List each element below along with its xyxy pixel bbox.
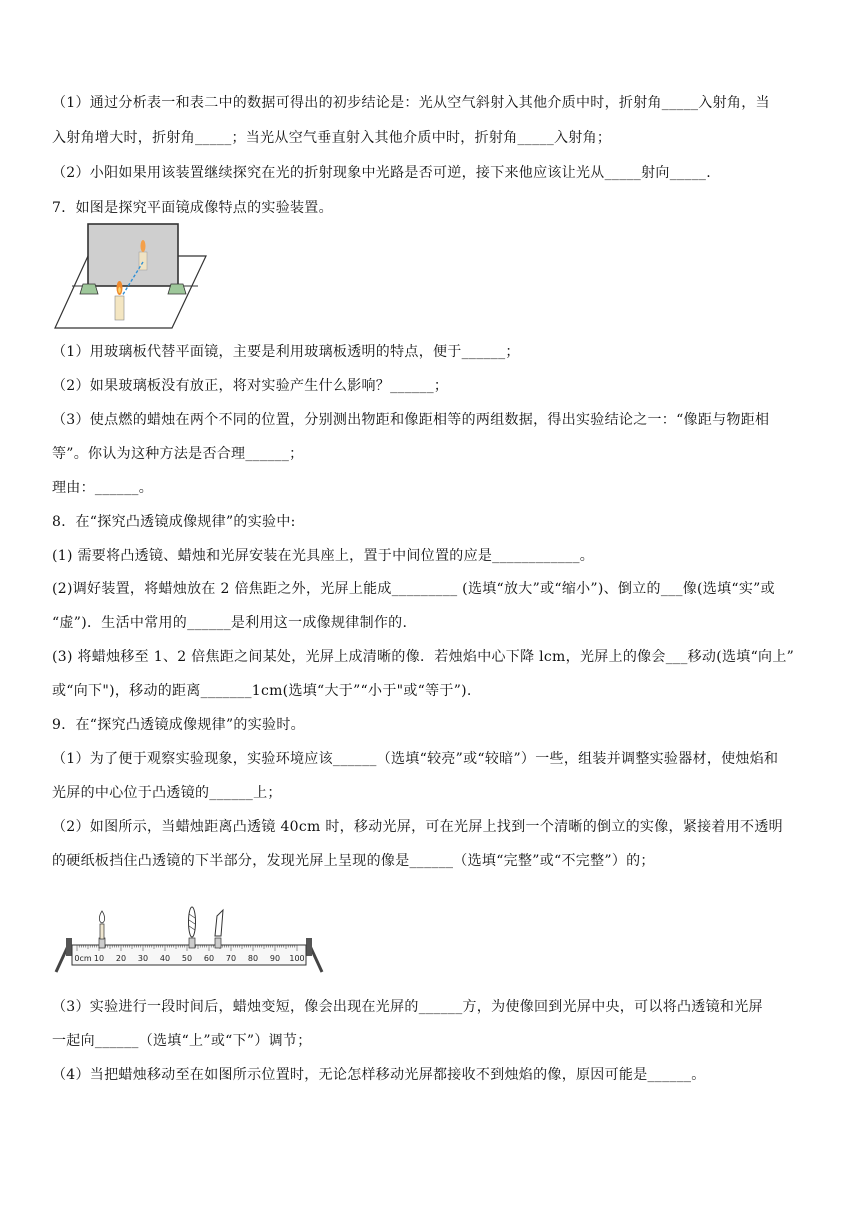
q7-title: 7．如图是探究平面镜成像特点的实验装置。 bbox=[52, 200, 333, 216]
q7-part3-line1: （3）使点燃的蜡烛在两个不同的位置，分别测出物距和像距相等的两组数据，得出实验结论之一：“像距与物距相 bbox=[52, 412, 770, 428]
q9-part3-line2: 一起向______（选填“上”或“下”）调节； bbox=[52, 1033, 312, 1049]
bench-label: 30 bbox=[137, 954, 149, 963]
q8-part3-line2: 或“向下")，移动的距离_______1cm(选填“大于”“小于"或“等于”). bbox=[52, 683, 472, 699]
q7-part3-line2: 等”。你认为这种方法是否合理______； bbox=[52, 446, 304, 462]
lens-holder bbox=[189, 938, 195, 948]
light-screen bbox=[215, 910, 223, 936]
q6-part2: （2）小阳如果用该装置继续探究在光的折射现象中光路是否可逆，接下来他应该让光从_____射向_____. bbox=[52, 165, 711, 181]
q9-part2-line1: （2）如图所示，当蜡烛距离凸透镜 40cm 时，移动光屏，可在光屏上找到一个清晰的倒立的实像，紧接着用不透明 bbox=[52, 819, 783, 835]
q9-part1-line1: （1）为了便于观察实验现象，实验环境应该______（选填“较亮”或“较暗”）一些，组装并调整实验器材，使烛焰和 bbox=[52, 751, 779, 767]
q7-part1: （1）用玻璃板代替平面镜，主要是利用玻璃板透明的特点，便于______； bbox=[52, 344, 520, 360]
q9-part2-line2: 的硬纸板挡住凸透镜的下半部分，发现光屏上呈现的像是______（选填“完整”或“不完整”）的； bbox=[52, 853, 655, 869]
bench-label: 10 bbox=[93, 954, 105, 963]
bench-label: 80 bbox=[247, 954, 259, 963]
optical-bench-figure bbox=[52, 900, 326, 978]
q8-part3-line1: (3) 将蜡烛移至 1、2 倍焦距之间某处，光屏上成清晰的像．若烛焰中心下降 lcm，光屏上的像会___移动(选填“向上” bbox=[52, 649, 795, 665]
q9-part1-line2: 光屏的中心位于凸透镜的______上； bbox=[52, 785, 282, 801]
candle-flame bbox=[99, 911, 104, 923]
candle-flame-core bbox=[118, 287, 121, 293]
plane-mirror-apparatus-figure bbox=[52, 222, 212, 330]
q7-part2: （2）如果玻璃板没有放正，将对实验产生什么影响？______； bbox=[52, 378, 449, 394]
q8-part2-line2: “虚”)．生活中常用的______是利用这一成像规律制作的. bbox=[52, 615, 408, 631]
q6-part1-line2: 入射角增大时，折射角_____；当光从空气垂直射入其他介质中时，折射角_____入射角； bbox=[52, 130, 612, 146]
bench-label: 70 bbox=[225, 954, 237, 963]
glass-support-right bbox=[168, 284, 186, 294]
q8-title: 8．在“探究凸透镜成像规律”的实验中: bbox=[52, 514, 296, 530]
screen-holder bbox=[215, 938, 221, 948]
bench-end-left bbox=[66, 938, 72, 956]
q9-title: 9．在“探究凸透镜成像规律”的实验时。 bbox=[52, 717, 305, 733]
q8-part2-line1: (2)调好装置，将蜡烛放在 2 倍焦距之外，光屏上能成_________ (选填“放大”或“缩小”)、倒立的___像(选填“实”或 bbox=[52, 581, 775, 597]
bench-label: 50 bbox=[181, 954, 193, 963]
image-candle-flame bbox=[141, 240, 146, 252]
q9-part3-line1: （3）实验进行一段时间后，蜡烛变短，像会出现在光屏的______方，为使像回到光屏中央，可以将凸透镜和光屏 bbox=[52, 999, 763, 1015]
bench-label: 60 bbox=[203, 954, 215, 963]
q6-part1-line1: （1）通过分析表一和表二中的数据可得出的初步结论是：光从空气斜射入其他介质中时，折射角_____入射角，当 bbox=[52, 95, 770, 111]
bench-label: 0cm bbox=[74, 954, 92, 963]
candle-holder bbox=[99, 938, 105, 948]
q7-reason: 理由：______。 bbox=[52, 480, 153, 496]
q8-part1: (1) 需要将凸透镜、蜡烛和光屏安装在光具座上，置于中间位置的应是____________。 bbox=[52, 548, 595, 564]
glass-support-left bbox=[80, 284, 98, 294]
bench-label: 40 bbox=[159, 954, 171, 963]
glass-plate bbox=[88, 224, 178, 286]
bench-label: 20 bbox=[115, 954, 127, 963]
candle-body bbox=[115, 296, 124, 320]
bench-end-right bbox=[306, 938, 312, 956]
bench-label: 90 bbox=[269, 954, 281, 963]
bench-label: 100 bbox=[289, 954, 305, 963]
q9-part4: （4）当把蜡烛移动至在如图所示位置时，无论怎样移动光屏都接收不到烛焰的像，原因可能是______。 bbox=[52, 1067, 706, 1083]
candle bbox=[100, 924, 104, 939]
